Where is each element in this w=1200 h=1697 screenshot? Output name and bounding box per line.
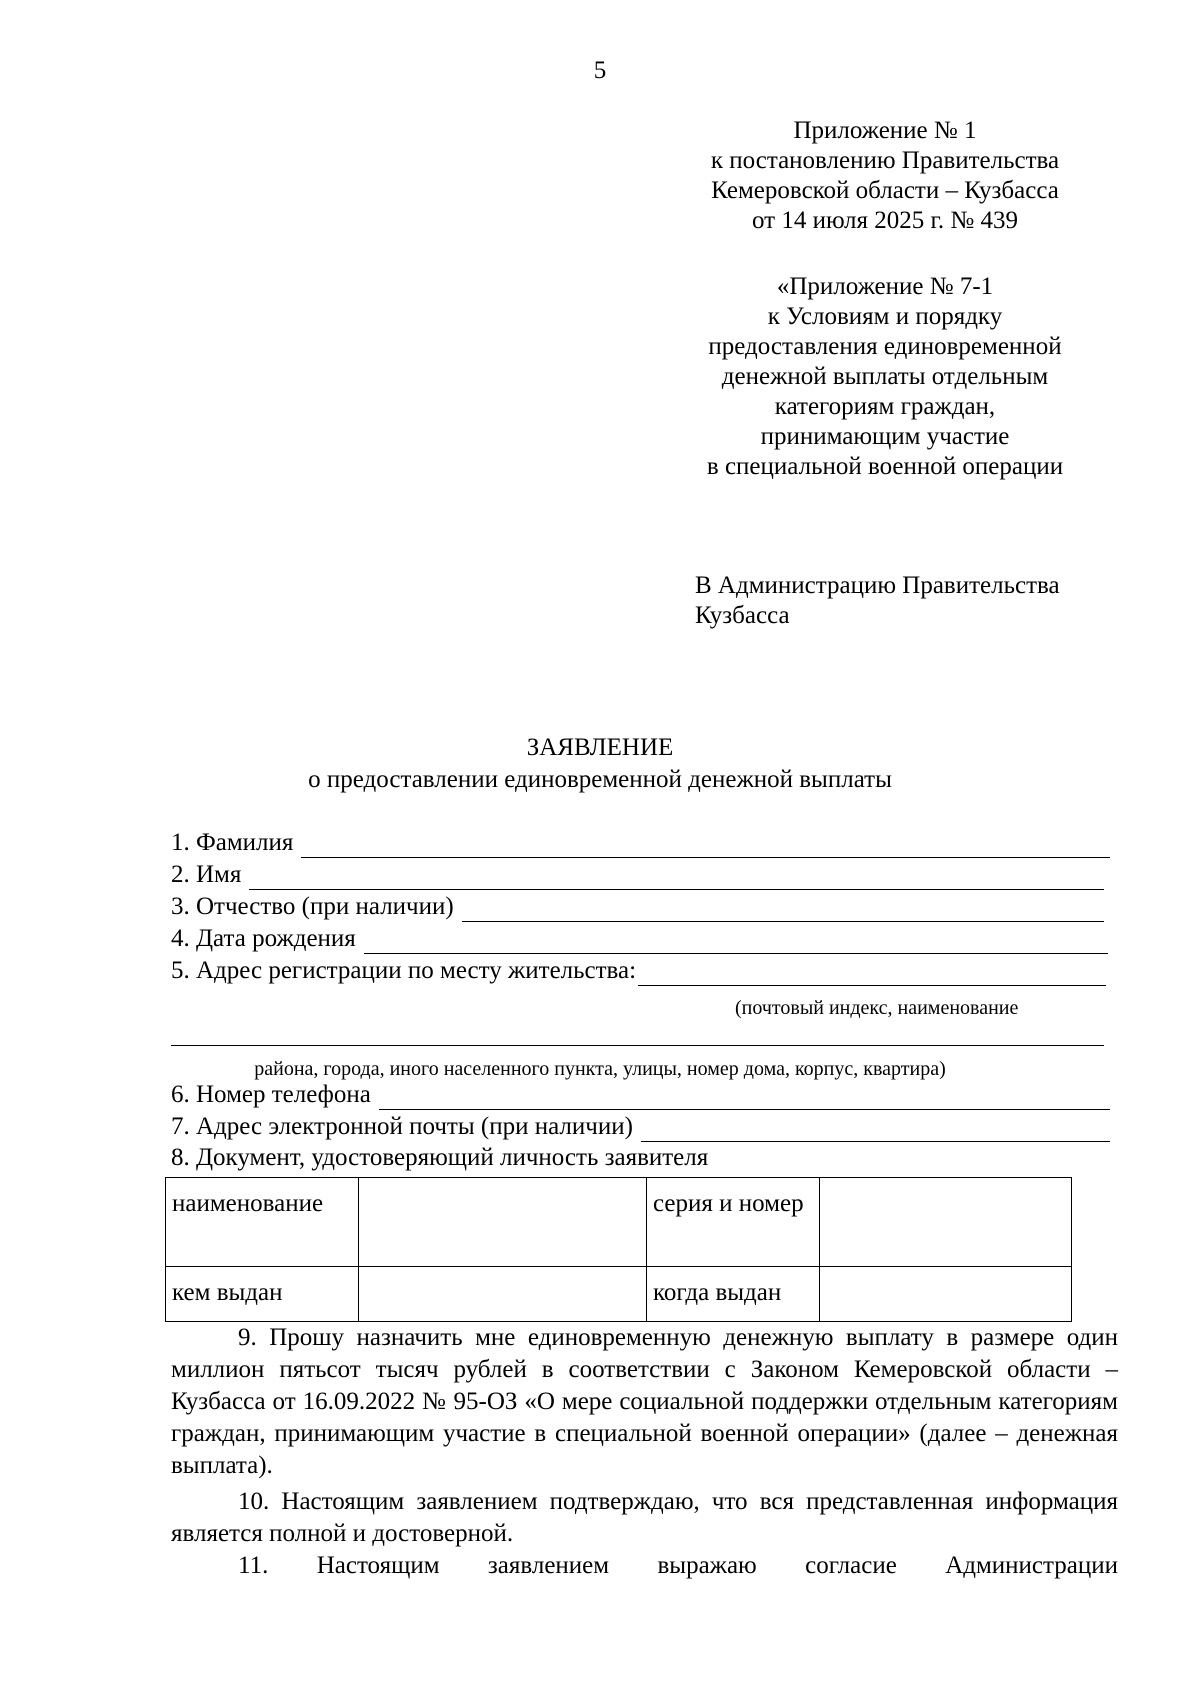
addressee-line: Кузбасса	[695, 602, 790, 629]
inner-appendix-line: «Приложение № 7-1	[776, 273, 994, 300]
patronymic-label: 3. Отчество (при наличии)	[171, 893, 454, 920]
inner-appendix-line: в специальной военной операции	[706, 453, 1064, 480]
name-blank[interactable]	[249, 865, 1104, 890]
patronymic-blank[interactable]	[462, 897, 1104, 922]
appendix-line: Кемеровской области – Кузбасса	[711, 177, 1059, 204]
birth-date-field-row	[171, 924, 1108, 954]
paragraph-10-text: 10. Настоящим заявлением подтверждаю, что вся представленная информация является полной и достоверной.	[171, 1488, 1118, 1547]
phone-label: 6. Номер телефона	[171, 1081, 371, 1108]
address-field-row	[171, 956, 1106, 986]
phone-field-row	[171, 1080, 1110, 1110]
birth-date-label: 4. Дата рождения	[171, 925, 356, 952]
id-issue-date-value-cell[interactable]	[820, 1267, 1072, 1322]
id-name-value-cell[interactable]	[359, 1178, 647, 1267]
address-blank[interactable]	[638, 961, 1106, 986]
birth-date-blank[interactable]	[364, 929, 1108, 954]
inner-appendix-header	[670, 272, 1100, 482]
inner-appendix-line: принимающим участие	[760, 423, 1010, 450]
patronymic-field-row	[171, 892, 1104, 922]
email-label: 7. Адрес электронной почты (при наличии)	[171, 1113, 633, 1140]
surname-field-row	[171, 828, 1110, 858]
surname-blank[interactable]	[301, 833, 1110, 858]
address-blank-line-2[interactable]	[171, 1045, 1104, 1046]
paragraph-11-text: 11. Настоящим заявлением выражаю согласие Администрации	[238, 1552, 1118, 1579]
id-series-value-cell[interactable]	[820, 1178, 1072, 1267]
address-label: 5. Адрес регистрации по месту жительства:	[171, 957, 637, 984]
inner-appendix-line: категориям граждан,	[774, 393, 996, 420]
email-blank[interactable]	[641, 1117, 1110, 1142]
inner-appendix-line: предоставления единовременной	[708, 333, 1062, 360]
name-field-row	[171, 860, 1104, 890]
inner-appendix-line: денежной выплаты отдельным	[721, 363, 1049, 390]
surname-label: 1. Фамилия	[171, 829, 294, 856]
id-document-heading: 8. Документ, удостоверяющий личность заявителя	[171, 1144, 709, 1171]
paragraph-11	[171, 1550, 1118, 1582]
table-row	[166, 1267, 1072, 1322]
id-issued-by-value-cell[interactable]	[359, 1267, 647, 1322]
appendix-line: от 14 июля 2025 г. № 439	[751, 207, 1019, 234]
inner-appendix-line: к Условиям и порядку	[767, 303, 1003, 330]
table-row	[166, 1178, 1072, 1267]
phone-blank[interactable]	[379, 1085, 1110, 1110]
address-hint-bottom: района, города, иного населенного пункта, улицы, номер дома, корпус, квартира)	[254, 1058, 946, 1080]
appendix-header	[670, 116, 1100, 236]
appendix-line: Приложение № 1	[793, 117, 977, 144]
name-label: 2. Имя	[171, 861, 242, 888]
id-name-label-cell: наименование	[166, 1178, 359, 1267]
email-field-row	[171, 1112, 1110, 1142]
document-title: ЗАЯВЛЕНИЕ	[526, 734, 674, 761]
paragraph-10	[171, 1486, 1118, 1550]
id-document-table	[165, 1177, 1072, 1322]
id-issued-by-label-cell: кем выдан	[166, 1267, 359, 1322]
paragraph-9	[171, 1322, 1118, 1482]
id-issue-date-label-cell: когда выдан	[647, 1267, 820, 1322]
id-series-label-cell: серия и номер	[647, 1178, 820, 1267]
address-hint-top: (почтовый индекс, наименование	[735, 997, 1019, 1019]
appendix-line: к постановлению Правительства	[710, 147, 1060, 174]
page-number: 5	[593, 57, 607, 84]
addressee	[695, 571, 1145, 631]
addressee-line: В Администрацию Правительства	[695, 572, 1060, 599]
paragraph-9-text: 9. Прошу назначить мне единовременную денежную выплату в размере один миллион пятьсот тысяч рублей в соответствии с Законом Кемеровской области – Кузбасса от 16.09.2022 № 95-ОЗ «О мере социальной поддержки отдельным категориям граждан, принимающим участие в специальной военной операции» (далее – денежная выплата).	[171, 1324, 1118, 1479]
document-subtitle: о предоставлении единовременной денежной выплаты	[308, 766, 892, 793]
